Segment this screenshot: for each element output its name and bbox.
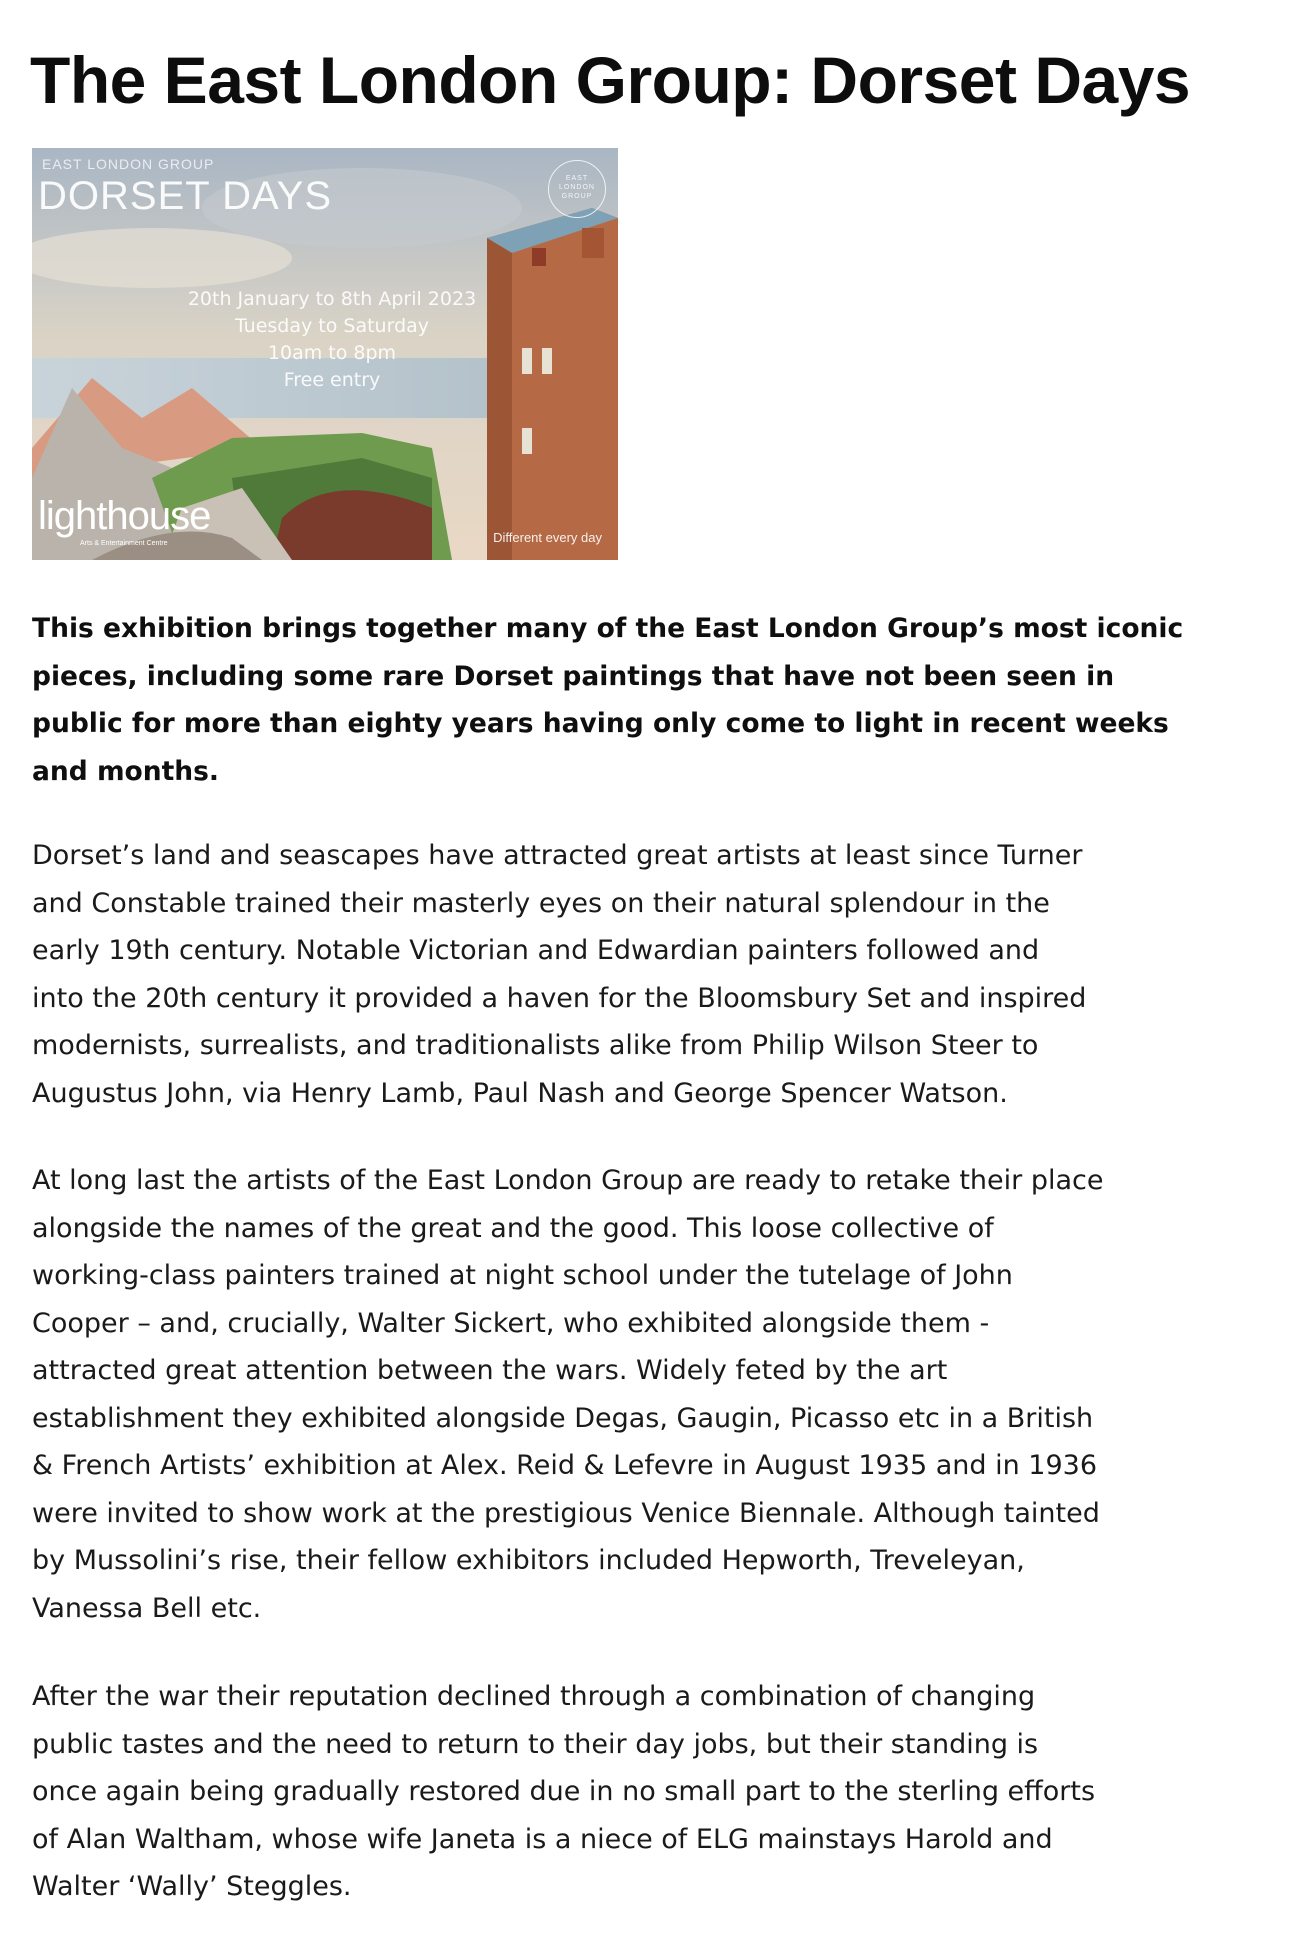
text-line: into the 20th century it provided a haven for the Bloomsbury Set and inspired bbox=[32, 982, 1087, 1014]
text-line: of Alan Waltham, whose wife Janeta is a niece of ELG mainstays Harold and bbox=[32, 1823, 1053, 1855]
text-line: Vanessa Bell etc. bbox=[32, 1592, 262, 1624]
text-line: establishment they exhibited alongside Degas, Gaugin, Picasso etc in a British bbox=[32, 1402, 1094, 1434]
text-line: Cooper – and, crucially, Walter Sickert, who exhibited alongside them - bbox=[32, 1307, 990, 1339]
text-line: public for more than eighty years having only come to light in recent weeks bbox=[32, 708, 1169, 739]
text-line: modernists, surrealists, and traditionalists alike from Philip Wilson Steer to bbox=[32, 1030, 1039, 1061]
text-line: After the war their reputation declined through a combination of changing bbox=[32, 1681, 1036, 1712]
body-paragraph-3 bbox=[32, 1673, 1294, 1911]
poster-date-line: 10am to 8pm bbox=[267, 342, 397, 364]
exhibition-poster bbox=[32, 148, 618, 560]
text-line: were invited to show work at the prestigious Venice Biennale. Although tainted bbox=[32, 1497, 1100, 1529]
poster-date-line: Free entry bbox=[283, 369, 381, 391]
text-line: public tastes and the need to return to their day jobs, but their standing is bbox=[32, 1728, 1039, 1760]
poster-badge: EAST LONDON GROUP bbox=[548, 160, 606, 218]
text-line: Augustus John, via Henry Lamb, Paul Nash and George Spencer Watson. bbox=[32, 1077, 1008, 1109]
page-title: The East London Group: Dorset Days bbox=[30, 43, 1191, 117]
poster-tagline: Different every day bbox=[493, 530, 602, 545]
poster-title: DORSET DAYS bbox=[38, 174, 333, 218]
text-line: early 19th century. Notable Victorian and Edwardian painters followed and bbox=[32, 935, 1040, 966]
body-paragraph-1 bbox=[32, 832, 1294, 1117]
text-line: This exhibition brings together many of the East London Group’s most iconic bbox=[32, 613, 1184, 644]
text-line: At long last the artists of the East London Group are ready to retake their place bbox=[32, 1165, 1104, 1196]
body-paragraph-2 bbox=[32, 1157, 1294, 1632]
poster-date-line: 20th January to 8th April 2023 bbox=[187, 288, 477, 310]
text-line: and months. bbox=[32, 755, 220, 787]
text-line: working-class painters trained at night school under the tutelage of John bbox=[32, 1260, 1013, 1291]
text-line: Dorset’s land and seascapes have attracted great artists at least since Turner bbox=[32, 840, 1083, 871]
lighthouse-logo: lighthouse bbox=[38, 494, 211, 538]
text-line: once again being gradually restored due in no small part to the sterling efforts bbox=[32, 1776, 1096, 1807]
lead-paragraph bbox=[32, 605, 1294, 795]
text-line: Walter ‘Wally’ Steggles. bbox=[32, 1871, 352, 1902]
poster-dates bbox=[122, 286, 542, 394]
text-line: alongside the names of the great and the good. This loose collective of bbox=[32, 1212, 994, 1244]
text-line: and Constable trained their masterly eyes on their natural splendour in the bbox=[32, 887, 1050, 919]
text-line: & French Artists’ exhibition at Alex. Reid & Lefevre in August 1935 and in 1936 bbox=[32, 1450, 1097, 1481]
text-line: by Mussolini’s rise, their fellow exhibitors included Hepworth, Treveleyan, bbox=[32, 1545, 1025, 1576]
text-line: pieces, including some rare Dorset paintings that have not been seen in bbox=[32, 660, 1115, 692]
poster-date-line: Tuesday to Saturday bbox=[234, 315, 430, 337]
text-line: attracted great attention between the wars. Widely feted by the art bbox=[32, 1355, 948, 1386]
lighthouse-logo-subtitle: Arts & Entertainment Centre bbox=[80, 540, 168, 547]
poster-kicker: EAST LONDON GROUP bbox=[42, 156, 215, 172]
